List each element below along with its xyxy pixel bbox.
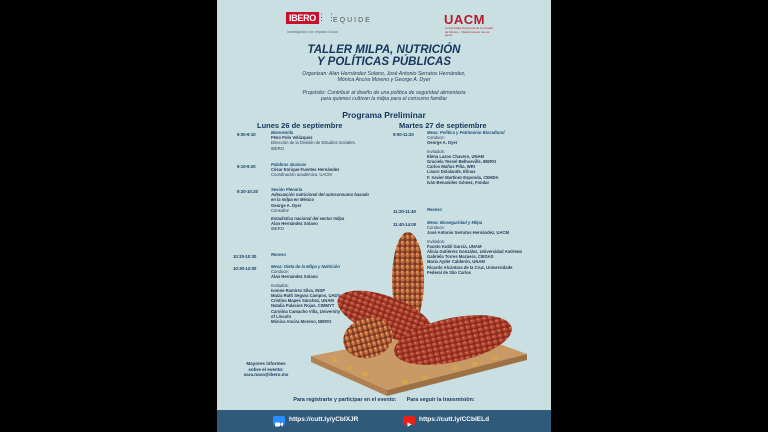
organizers-line-1: Organizan: Alan Hernández Solano, José Antonio Serratos Hernández, (302, 71, 466, 77)
guest: F. Xavier Martínez Esponda, CEMDA (427, 174, 499, 180)
guest: Cristina Mapes Sánchez, UNAM (271, 298, 334, 304)
guest: Carlos Muñoz Piña, WRI (427, 164, 475, 170)
talk-title: en la milpa en México (271, 197, 315, 203)
guest: Iván Benavides Gómez, Fondar (427, 179, 490, 185)
session-title: Sesión Plenaria (271, 187, 303, 192)
day1-session-opening (271, 162, 381, 178)
ibero-logo: IBERO (286, 12, 319, 24)
session-title: Palabras alusivas (271, 162, 307, 167)
guests-label: Invitados: (271, 282, 289, 288)
equide-logo: EQUIDE (333, 17, 372, 24)
corn-cobs-illustration (305, 228, 531, 398)
affiliation: Consultor (271, 207, 289, 213)
moderator: Alan Hernández Solano (271, 274, 318, 280)
moderator-label: Conduce: (427, 225, 445, 231)
moderator: José Antonio Serratos Hernández, UACM (427, 230, 509, 236)
guest: Maiza Ruth Segura Campos, UADY (271, 293, 341, 299)
title-line-2: Y POLÍTICAS PÚBLICAS (317, 56, 451, 68)
youtube-stream-link[interactable]: https://cutt.ly/CCbIELd (419, 416, 490, 423)
organizers (227, 71, 541, 84)
session-title: Mesa: Bioseguridad y Milpa (427, 220, 483, 225)
day1-heading: Lunes 26 de septiembre (257, 121, 343, 130)
event-poster (217, 0, 551, 432)
organizers-line-2: Mónica Ancira Moreno y George A. Dyer (337, 77, 431, 84)
youtube-play-icon (403, 416, 415, 425)
purpose-line-2: para quienes cultivan la milpa para el consumo familiar (320, 96, 448, 103)
guest: Mónica Ancira Moreno, IBERO (271, 319, 332, 325)
guest: Gabriela Torres Mazuera, CIESAS (427, 254, 494, 260)
uacm-logo: UACM (444, 12, 485, 27)
session-title: Receso (427, 207, 442, 212)
program-heading: Programa Preliminar (342, 110, 426, 120)
speaker: Fëno Polo Velázquez (271, 135, 313, 141)
moderator: George A. Dyer (427, 140, 458, 146)
guest: Ivonne Ramírez Silva, INSP (271, 287, 325, 293)
contact-line: sobre el evento: (248, 366, 284, 372)
day1-s3-time: 9:20-10:20 (237, 189, 259, 194)
guest: Carolina Camacho Villa, University (271, 308, 341, 314)
zoom-camera-icon (273, 416, 285, 425)
links-bar (217, 410, 551, 432)
guests-label: Invitados: (427, 148, 445, 154)
day1-s2-time: 9:10-9:20 (237, 164, 256, 169)
session-title: Receso (271, 252, 286, 257)
moderator-label: Conduce: (427, 135, 445, 141)
contact-email: sara.nava@ibero.mx (243, 372, 289, 378)
day2-s1-time: 9:00-11:20 (393, 132, 414, 137)
day2-session-policy (427, 130, 547, 185)
purpose-line-1: Propósito: Contribuir al diseño de una política de seguridad alimentaria (302, 90, 466, 96)
day1-s1-time: 9:00-9:10 (237, 132, 256, 137)
zoom-registration-link[interactable]: https://cutt.ly/yCbIXJR (289, 416, 359, 423)
day2-s3-time: 11:40-14:00 (393, 222, 417, 227)
talk-title: Adecuación nutricional del autoconsumo basado (271, 192, 369, 198)
day1-break (271, 252, 286, 257)
day2-break (427, 207, 442, 212)
session-title: Mesa: Política y Patrimonio Biocultural (427, 130, 505, 135)
contact-line: Mayores informes (246, 361, 286, 366)
moderator-label: Conduce: (271, 269, 289, 275)
session-title: Mesa: Dieta de la Milpa y Nutrición (271, 264, 340, 269)
guests-label: Invitados: (427, 238, 445, 244)
talk-title: Estadística nacional del sector milpa (271, 216, 345, 222)
guest: Federal de São Carlos (427, 269, 471, 275)
guest: Ricardo Alcántara de la Cruz, Universidade (427, 264, 513, 270)
contact-info (231, 361, 301, 378)
day1-s5-time: 10:30-12:00 (233, 266, 257, 271)
day1-s4-time: 10:20-10:30 (233, 254, 257, 259)
affiliation: IBERO (271, 145, 285, 151)
speaker: Alan Hernández Solano (271, 221, 318, 227)
event-title (217, 44, 551, 68)
speaker: George A. Dyer (271, 202, 302, 208)
guest: of Lincoln (271, 313, 292, 319)
equide-dots-icon: ⋮⋮ (317, 12, 337, 22)
purpose (227, 90, 541, 103)
affiliation: IBERO (271, 226, 285, 232)
registration-text: Para registrarte y participar en el evento: Para seguir la transmisión: (293, 397, 475, 403)
uacm-subtitle: Universidad Autónoma de la Ciudad de México · Nada humano me es ajeno (445, 26, 493, 38)
guest: Fausto Kubli García, UNAM (427, 243, 482, 249)
day1-session-welcome (271, 130, 381, 151)
guest: Natalia Palacios Rojas, CIMMYT (271, 303, 335, 309)
speaker: César Enrique Fuentes Hernández (271, 167, 340, 173)
guest: Elena Lazos Chavero, UNAM (427, 153, 485, 159)
session-title: Bienvenida (271, 130, 294, 135)
title-line-1: TALLER MILPA, NUTRICIÓN (307, 44, 461, 56)
day2-heading: Martes 27 de septiembre (399, 121, 487, 130)
guest: Lisaro Dolalande, Elinux (427, 169, 476, 175)
equide-tagline: Investigación con impacto Social (287, 30, 338, 34)
affiliation: Coordinación académica, UACM (271, 172, 332, 178)
guest: Alicia Gutiérrez González, Universidad Andrews (427, 249, 523, 255)
guest: Graciela Tessel Belhoeville, IBERO (427, 159, 497, 165)
day1-session-plenary (271, 187, 381, 232)
day2-s2-time: 11:20-11:40 (393, 209, 416, 214)
affiliation: Dirección de la División de Estudios Sociales, (271, 140, 356, 146)
guest: María Ayder Calderón, UNAM (427, 259, 485, 265)
